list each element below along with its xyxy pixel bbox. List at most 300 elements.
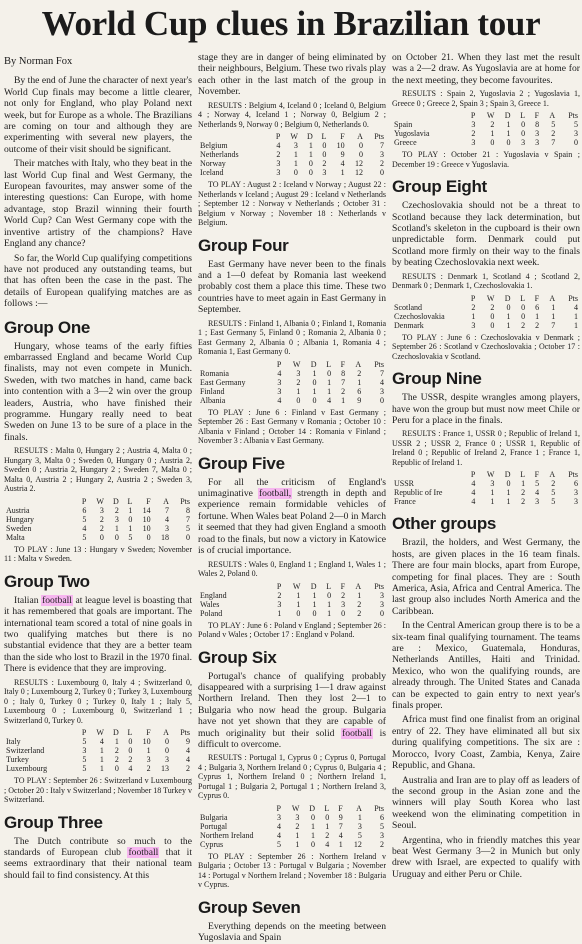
stat-cell: 3: [574, 497, 578, 507]
stat-cell: 0: [521, 120, 526, 130]
table-header-cell: W: [290, 132, 298, 142]
stat-cell: 0: [311, 812, 316, 822]
group-one-results: RESULTS : Malta 0, Hungary 2 ; Austria 4, Malta 0 ; Hungary 3, Malta 0 ; Sweden 0, Hungary 0 ; Austria 2, Sweden 0 ; Austria 2, Hungary 2 ; Sweden 7, Malta 0 ; Malta 0, Austria 2 ; Hungary 2, Austria 2 ; Sweden 3, Austria 2.: [4, 446, 192, 494]
group-one-table: [4, 497, 192, 542]
stat-cell: 2: [325, 830, 330, 840]
stat-cell: 2: [551, 479, 556, 489]
group-three-results: RESULTS : Belgium 4, Iceland 0 ; Iceland 0, Belgium 4 ; Norway 4, Iceland 1 ; Norway 0, Belgium 2 ; Netherlands 9, Norway 0 ; Belgium 0, Netherlands 0.: [198, 100, 386, 129]
table-header-cell: [198, 582, 269, 591]
stat-cell: 1: [296, 590, 301, 600]
text-run: at league level is boasting that it has remembered that goals are important. The international team scored a total of nine goals in two qualifying matches but there is no substantial evidence that they are a better team than the side who lost to Brazil in the 1970 final. There is evidence that they are improving.: [4, 594, 193, 675]
stat-cell: 0: [311, 839, 316, 849]
headline: World Cup clues in Brazilian tour: [41, 4, 541, 43]
table-row: [392, 497, 580, 506]
stat-cell: 9: [338, 812, 343, 822]
stat-cell: 3: [277, 377, 282, 387]
stat-cell: 7: [338, 821, 343, 831]
stat-cell: 5: [574, 120, 578, 130]
group-seven-text-cont: on October 21. When they last met the result was a 2—2 draw. As Yugoslavia are at home for the next meeting, they become favourites.: [392, 52, 580, 86]
stat-cell: 0: [506, 138, 511, 148]
stat-cell: 0: [358, 141, 363, 151]
group-six-table: [198, 804, 386, 849]
stat-cell: 1: [128, 505, 133, 515]
group-one-to-play: TO PLAY : June 13 : Hungary v Sweden; November 11 : Malta v Sweden.: [4, 544, 192, 564]
table-header-cell: [198, 360, 269, 369]
stat-cell: 0: [128, 514, 133, 524]
table-header-cell: L: [321, 132, 327, 142]
table-header-cell: [198, 132, 269, 141]
table-header-row: [392, 294, 580, 303]
text-run: strength in depth and experience remain formidable vehicles of fortune. When Wales beat Poland 2—0 in March it seemed that they had given England a smooth road to the finals, but now a victory in Katowice is of crucial importance.: [198, 488, 386, 557]
table-header-cell: Pts: [568, 470, 578, 480]
stat-cell: 1: [308, 141, 313, 151]
stat-cell: 4: [277, 395, 282, 405]
table-header-cell: W: [96, 496, 104, 506]
article-columns: [4, 52, 580, 944]
stat-cell: 0: [380, 168, 384, 178]
group-three-to-play: TO PLAY : August 2 : Iceland v Norway ; August 22 : Netherlands v Iceland ; August 29 : Iceland v Netherlands ; September 12 : Norway v Netherlands ; October 31 : Belgium v Norway ; November 18 : Netherlands v Belgium.: [198, 180, 386, 228]
stat-cell: 2: [296, 377, 301, 387]
stat-cell: 6: [574, 479, 578, 489]
table-header-cell: [392, 111, 463, 120]
other-groups-text: In the Central American group there is to be a six-team final qualifying tournament. The teams are : Mexico, Guatemala, Honduras, Netherlands Antilles, Haiti and Trinidad. Mexico, who won the qualifying rounds, are already through. The United States and Canada can be expected to gain entry to next year's finals proper.: [392, 620, 580, 712]
stat-cell: 1: [128, 523, 133, 533]
table-header-cell: L: [326, 359, 332, 369]
table-header-cell: L: [520, 293, 526, 303]
stat-cell: 0: [114, 764, 119, 774]
team-name: France: [394, 497, 416, 507]
team-name: Cyprus: [200, 839, 224, 849]
group-one-heading: Group One: [4, 317, 91, 337]
table-header-cell: F: [338, 803, 343, 813]
group-six-to-play: TO PLAY : September 26 : Northern Ireland v Bulgaria ; October 13 : Portugal v Bulgaria ; November 14 : Portugal v Northern Ireland ; November 18 : Bulgaria v Cyprus.: [198, 851, 386, 890]
table-header-cell: P: [275, 132, 281, 142]
stat-cell: 2: [490, 302, 495, 312]
stat-cell: 2: [322, 159, 327, 169]
stat-cell: 1: [312, 590, 317, 600]
stat-cell: 0: [186, 532, 190, 542]
group-two-heading: Group Two: [4, 571, 90, 591]
stat-cell: 0: [325, 812, 330, 822]
table-header-cell: [4, 728, 75, 737]
table-header-cell: F: [340, 359, 346, 369]
stat-cell: 1: [327, 377, 332, 387]
team-name: Netherlands: [200, 150, 239, 160]
table-header-cell: L: [127, 496, 133, 506]
table-row: [392, 479, 580, 488]
stat-cell: 5: [82, 755, 87, 765]
stat-cell: 3: [471, 320, 476, 330]
stat-cell: 1: [471, 311, 476, 321]
stat-cell: 7: [380, 368, 384, 378]
table-header-cell: D: [113, 728, 119, 738]
stat-cell: 4: [471, 488, 476, 498]
stat-cell: 2: [521, 320, 526, 330]
stat-cell: 0: [380, 395, 384, 405]
stat-cell: 1: [327, 608, 332, 618]
table-row: [392, 312, 580, 321]
stat-cell: 1: [340, 168, 345, 178]
stat-cell: 3: [277, 599, 282, 609]
stat-cell: 2: [114, 746, 119, 756]
stat-cell: 1: [311, 830, 316, 840]
stat-cell: 3: [490, 479, 495, 489]
table-header-cell: P: [81, 496, 87, 506]
stat-cell: 2: [521, 497, 526, 507]
stat-cell: 1: [312, 368, 317, 378]
table-header-cell: D: [310, 581, 317, 591]
stat-cell: 1: [114, 737, 119, 747]
stat-cell: 1: [490, 488, 495, 498]
stat-cell: 7: [380, 141, 384, 151]
stat-cell: 1: [506, 311, 511, 321]
table-header-cell: P: [276, 581, 282, 591]
table-row: [4, 533, 192, 542]
stat-cell: 4: [276, 141, 281, 151]
stat-cell: 5: [128, 532, 133, 542]
stat-cell: 2: [295, 821, 300, 831]
group-four-table: [198, 360, 386, 405]
stat-cell: 4: [82, 523, 87, 533]
stat-cell: 2: [277, 590, 282, 600]
stat-cell: 1: [338, 839, 343, 849]
stat-cell: 3: [380, 150, 384, 160]
table-header-cell: F: [534, 293, 540, 303]
stat-cell: 6: [535, 302, 540, 312]
stat-cell: 0: [521, 311, 526, 321]
stat-cell: 3: [471, 120, 476, 130]
group-seven-table: [392, 111, 580, 147]
stat-cell: 2: [551, 129, 556, 139]
stat-cell: 7: [186, 514, 190, 524]
stat-cell: 1: [325, 821, 330, 831]
table-row: [198, 813, 386, 822]
table-header-cell: D: [310, 359, 317, 369]
team-name: Romania: [200, 368, 229, 378]
group-four-text: East Germany have never been to the finals and a 1—0 defeat by Romania last weekend probably cost them a place this time. These two countries have to meet again in East Germany in September.: [198, 258, 386, 316]
stat-cell: 1: [327, 386, 332, 396]
table-header-cell: A: [355, 359, 362, 369]
stat-cell: 0: [146, 532, 151, 542]
stat-cell: 0: [574, 138, 578, 148]
other-groups-text: Africa must find one finalist from an original entry of 22. They have eliminated all but six during qualifying competitions. The six are : Morocco, Ivory Coast, Zambia, Kenya, Zaire Republic, and Ghana.: [392, 714, 580, 772]
stat-cell: 5: [82, 764, 87, 774]
stat-cell: 4: [186, 746, 190, 756]
group-three-text: [4, 836, 192, 882]
stat-cell: 4: [327, 395, 332, 405]
group-two-text: [4, 595, 192, 675]
group-seven-results: RESULTS : Spain 2, Yugoslavia 2 ; Yugoslavia 1, Greece 0 ; Greece 2, Spain 3 ; Spain 3, Greece 1.: [392, 89, 580, 108]
stat-cell: 2: [146, 764, 151, 774]
stat-cell: 1: [295, 830, 300, 840]
stat-cell: 1: [114, 523, 119, 533]
team-name: Hungary: [6, 514, 34, 524]
stat-cell: 2: [186, 764, 190, 774]
table-header-row: [4, 497, 192, 506]
table-header-row: [4, 728, 192, 737]
table-header-cell: P: [276, 359, 282, 369]
table-row: [392, 321, 580, 330]
stat-cell: 3: [82, 746, 87, 756]
stat-cell: 4: [338, 830, 343, 840]
group-three-text-cont: stage they are in danger of being eliminated by their neighbours, Belgium. These two rivals play each other in the last match of the group in November.: [198, 52, 386, 98]
stat-cell: 5: [276, 839, 281, 849]
stat-cell: 9: [340, 150, 345, 160]
stat-cell: 3: [114, 514, 119, 524]
team-name: USSR: [394, 479, 415, 489]
table-row: [4, 515, 192, 524]
group-five-text: [198, 477, 386, 557]
stat-cell: 9: [357, 395, 362, 405]
stat-cell: 3: [521, 138, 526, 148]
stat-cell: 5: [82, 532, 87, 542]
table-header-cell: Pts: [180, 728, 190, 738]
table-header-cell: P: [470, 293, 476, 303]
team-name: Italy: [6, 737, 21, 747]
stat-cell: 3: [277, 386, 282, 396]
stat-cell: 2: [490, 120, 495, 130]
group-four-heading: Group Four: [198, 235, 289, 255]
table-header-cell: [198, 804, 269, 813]
stat-cell: 0: [296, 395, 301, 405]
table-header-cell: P: [470, 470, 476, 480]
stat-cell: 0: [521, 302, 526, 312]
stat-cell: 5: [82, 514, 87, 524]
stat-cell: 4: [325, 839, 330, 849]
team-name: Austria: [6, 505, 30, 515]
group-eight-to-play: TO PLAY : June 6 : Czechoslovakia v Denmark ; September 26 : Scotland v Czechoslovakia ; October 17 : Czechoslovakia v Scotland.: [392, 332, 580, 361]
stat-cell: 3: [164, 523, 169, 533]
table-header-cell: Pts: [568, 111, 578, 121]
stat-cell: 12: [354, 168, 363, 178]
stat-cell: 2: [99, 514, 104, 524]
team-name: Czechoslovakia: [394, 311, 445, 321]
team-name: Norway: [200, 159, 226, 169]
stat-cell: 12: [354, 159, 363, 169]
stat-cell: 1: [551, 311, 556, 321]
table-row: [198, 609, 386, 618]
stat-cell: 3: [146, 755, 151, 765]
highlight-football: football,: [258, 488, 292, 500]
table-header-cell: W: [291, 803, 300, 813]
stat-cell: 10: [142, 514, 151, 524]
stat-cell: 3: [535, 138, 540, 148]
stat-cell: 3: [574, 129, 578, 139]
group-seven-text: Everything depends on the meeting between Yugoslavia and Spain: [198, 920, 386, 944]
intro-paragraph: By the end of June the character of next year's World Cup finals may become a little clearer, not only for England, who play Poland next week, but for Europe as a whole. The Brazilians are coming on tour and although they are experimenting with several new players, the outcome of their visit should be significant.: [4, 75, 192, 155]
stat-cell: 5: [186, 523, 190, 533]
table-row: [198, 141, 386, 150]
byline: By Norman Fox: [4, 56, 73, 67]
stat-cell: 2: [357, 599, 362, 609]
column-2: [198, 52, 387, 944]
stat-cell: 0: [506, 302, 511, 312]
stat-cell: 0: [341, 608, 346, 618]
stat-cell: 14: [142, 505, 151, 515]
stat-cell: 0: [490, 320, 495, 330]
group-seven-to-play: TO PLAY : October 21 : Yugoslavia v Spain ; December 19 : Greece v Yugoslavia.: [392, 150, 580, 169]
stat-cell: 3: [322, 168, 327, 178]
table-header-cell: D: [504, 111, 511, 121]
group-eight-results: RESULTS : Denmark 1, Scotland 4 ; Scotland 2, Denmark 0 ; Denmark 1, Czechoslovakia 1.: [392, 271, 580, 291]
table-header-cell: [392, 470, 463, 479]
team-name: Wales: [200, 599, 220, 609]
table-header-cell: W: [292, 581, 301, 591]
table-header-cell: [4, 497, 75, 506]
team-name: Sweden: [6, 523, 32, 533]
group-three-table: [198, 132, 386, 177]
table-header-cell: A: [549, 111, 556, 121]
team-name: Portugal: [200, 821, 228, 831]
table-row: [198, 396, 386, 405]
highlight-football: football: [342, 727, 372, 739]
team-name: Switzerland: [6, 746, 45, 756]
table-header-row: [198, 804, 386, 813]
stat-cell: 3: [276, 812, 281, 822]
highlight-football: football: [128, 846, 159, 858]
stat-cell: 3: [535, 497, 540, 507]
team-name: Northern Ireland: [200, 830, 254, 840]
table-row: [198, 831, 386, 840]
stat-cell: 2: [128, 755, 133, 765]
stat-cell: 2: [471, 302, 476, 312]
team-name: Denmark: [394, 320, 424, 330]
text-run: that it seems extraordinary that their national team should fail to find consistency. At this: [4, 846, 192, 881]
group-five-to-play: TO PLAY : June 6 : Poland v England ; September 26 : Poland v Wales ; October 17 : England v Poland.: [198, 620, 386, 639]
team-name: Albania: [200, 395, 226, 405]
table-header-cell: F: [146, 496, 151, 506]
team-name: Luxembourg: [6, 764, 48, 774]
group-seven-heading: Group Seven: [198, 897, 301, 917]
stat-cell: 3: [296, 368, 301, 378]
stat-cell: 10: [336, 141, 345, 151]
other-groups-text: Brazil, the holders, and West Germany, the hosts, are given places in the 16 team finals. There are four main blocks, apart from Europe, competing for final places. They are : South America, Asia, Africa and Central America. The last group also includes North America and the Caribbean.: [392, 537, 580, 617]
stat-cell: 2: [357, 368, 362, 378]
stat-cell: 4: [186, 755, 190, 765]
group-nine-results: RESULTS : France 1, USSR 0 ; Republic of Ireland 1, USSR 2 ; USSR 2, France 0 ; USSR 1, Republic of Ireland 0 ; Republic of Ireland 2, France 1 ; France 1, Republic of Ireland 1.: [392, 429, 580, 467]
text-run: Italian: [14, 594, 39, 606]
stat-cell: 1: [341, 395, 346, 405]
stat-cell: 4: [340, 159, 345, 169]
group-six-results: RESULTS : Portugal 1, Cyprus 0 ; Cyprus 0, Portugal 4 ; Bulgaria 3, Northern Ireland 0 ; Cyprus 0, Bulgaria 4 ; Cyprus 1, Northern Ireland 0 ; Northern Ireland 1, Portugal 1 ; Bulgaria 2, Portugal 1 ; Northern Ireland 3, Cyprus 0.: [198, 753, 386, 801]
stat-cell: 1: [312, 386, 317, 396]
stat-cell: 0: [506, 479, 511, 489]
stat-cell: 1: [327, 599, 332, 609]
stat-cell: 1: [146, 746, 151, 756]
team-name: England: [200, 590, 227, 600]
stat-cell: 5: [551, 120, 556, 130]
stat-cell: 1: [506, 129, 511, 139]
stat-cell: 5: [551, 497, 556, 507]
stat-cell: 0: [380, 608, 384, 618]
group-two-results: RESULTS : Luxembourg 0, Italy 4 ; Switzerland 0, Italy 0 ; Luxembourg 2, Turkey 0 ; Turkey 3, Luxembourg 0 ; Italy 0, Turkey 0 ; Turkey 0, Italy 1 ; Italy 5, Luxembourg 0 ; Luxembourg 0, Switzerland 1 ; Switzerland 0, Turkey 0.: [4, 677, 192, 725]
table-header-cell: [392, 294, 463, 303]
table-row: [392, 129, 580, 138]
stat-cell: 2: [535, 320, 540, 330]
table-header-cell: P: [470, 111, 476, 121]
team-name: Scotland: [394, 302, 422, 312]
stat-cell: 1: [311, 821, 316, 831]
stat-cell: 2: [99, 523, 104, 533]
stat-cell: 3: [341, 599, 346, 609]
group-two-table: [4, 728, 192, 773]
table-header-cell: F: [340, 581, 346, 591]
table-row: [198, 159, 386, 168]
stat-cell: 0: [322, 150, 327, 160]
stat-cell: 3: [380, 830, 384, 840]
table-row: [4, 506, 192, 515]
group-nine-text: The USSR, despite wrangles among players, have won the group but must now meet Chile or Peru for a place in the finals.: [392, 392, 580, 426]
table-row: [4, 746, 192, 755]
table-header-row: [392, 470, 580, 479]
stat-cell: 0: [312, 608, 317, 618]
stat-cell: 1: [277, 608, 282, 618]
table-header-cell: L: [324, 803, 330, 813]
stat-cell: 0: [296, 608, 301, 618]
other-groups-text: Australia and Iran are to play off as leaders of the second group in the Asian zone and the winners will play South Korea who last weekend won the eliminating competition in Seoul.: [392, 774, 580, 832]
stat-cell: 3: [295, 812, 300, 822]
stat-cell: 2: [471, 129, 476, 139]
stat-cell: 0: [128, 746, 133, 756]
stat-cell: 4: [471, 479, 476, 489]
table-header-cell: A: [355, 581, 362, 591]
stat-cell: 0: [293, 168, 298, 178]
stat-cell: 1: [99, 746, 104, 756]
team-name: East Germany: [200, 377, 246, 387]
stat-cell: 1: [296, 386, 301, 396]
stat-cell: 4: [128, 764, 133, 774]
table-row: [392, 138, 580, 147]
stat-cell: 1: [574, 311, 578, 321]
table-row: [198, 600, 386, 609]
table-header-cell: D: [504, 293, 511, 303]
stat-cell: 0: [327, 590, 332, 600]
table-header-cell: Pts: [374, 803, 384, 813]
group-eight-heading: Group Eight: [392, 177, 487, 197]
text-run: For all the criticism of England's unimaginative: [198, 476, 386, 500]
stat-cell: 1: [506, 120, 511, 130]
table-header-cell: Pts: [374, 581, 384, 591]
table-row: [392, 120, 580, 129]
table-header-cell: L: [326, 581, 332, 591]
table-row: [198, 840, 386, 849]
stat-cell: 7: [164, 505, 169, 515]
stat-cell: 12: [353, 839, 362, 849]
table-header-cell: D: [307, 132, 313, 142]
stat-cell: 6: [82, 505, 87, 515]
team-name: Turkey: [6, 755, 29, 765]
stat-cell: 2: [341, 590, 346, 600]
stat-cell: 8: [341, 368, 346, 378]
team-name: Republic of Ire: [394, 488, 443, 498]
stat-cell: 0: [521, 129, 526, 139]
table-row: [198, 168, 386, 177]
table-row: [198, 150, 386, 159]
stat-cell: 1: [506, 488, 511, 498]
stat-cell: 10: [142, 523, 151, 533]
table-header-cell: D: [113, 496, 119, 506]
stat-cell: 2: [341, 386, 346, 396]
stat-cell: 1: [535, 311, 540, 321]
table-header-cell: A: [163, 728, 169, 738]
stat-cell: 0: [490, 311, 495, 321]
stat-cell: 1: [521, 479, 526, 489]
stat-cell: 8: [535, 120, 540, 130]
team-name: Finland: [200, 386, 225, 396]
stat-cell: 1: [293, 159, 298, 169]
table-header-cell: W: [486, 470, 495, 480]
stat-cell: 2: [357, 608, 362, 618]
